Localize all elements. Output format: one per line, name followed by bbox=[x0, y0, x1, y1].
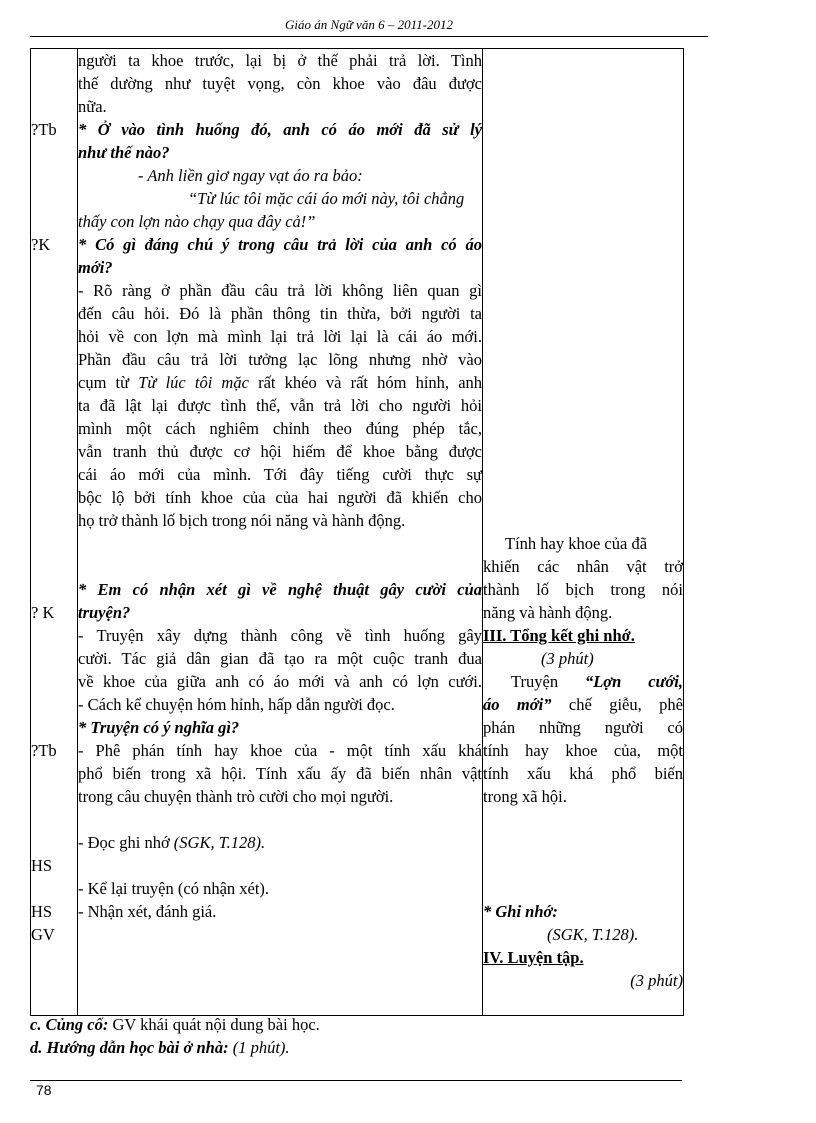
text-line: trong câu chuyện thành trò cười cho mọi người. bbox=[78, 787, 394, 806]
footer-rule bbox=[30, 1080, 682, 1081]
question-line: * Em có nhận xét gì về nghệ thuật gây cười của bbox=[78, 580, 482, 599]
summary-line: thành lố bịch trong nói bbox=[483, 580, 683, 599]
summary-line: trong xã hội. bbox=[483, 787, 567, 806]
footer-consolidation bbox=[30, 1013, 320, 1036]
consolidation-label: c. Củng cố: bbox=[30, 1015, 109, 1034]
summary-line: tính xấu khá phổ biến bbox=[483, 764, 683, 783]
story-title: “Lợn cưới, bbox=[584, 672, 683, 691]
text-line: hỏi về con lợn mà mình lại trả lời lại là cái áo mới. bbox=[78, 327, 482, 346]
text-line: - Kể lại truyện (có nhận xét). bbox=[78, 879, 270, 898]
summary-column bbox=[483, 49, 684, 1016]
quote-line: “Từ lúc tôi mặc cái áo mới này, tôi chẳng bbox=[188, 189, 465, 208]
page-header: Giáo án Ngữ văn 6 – 2011-2012 bbox=[285, 17, 453, 32]
section-heading: III. Tổng kết ghi nhớ. bbox=[483, 626, 635, 645]
lesson-table bbox=[30, 48, 684, 1016]
text-line: đến câu hỏi. Đó là phần thông tin thừa, bởi người ta bbox=[78, 304, 482, 323]
label-k-2: ? K bbox=[31, 603, 55, 622]
homework-duration: (1 phút). bbox=[232, 1038, 290, 1057]
memo-reference: (SGK, T.128). bbox=[547, 925, 639, 944]
footer-homework bbox=[30, 1036, 290, 1059]
summary-line: Tính hay khoe của đã bbox=[505, 534, 648, 553]
text-line: nữa. bbox=[78, 97, 107, 116]
text-line: - Nhận xét, đánh giá. bbox=[78, 902, 217, 921]
label-hs-1: HS bbox=[31, 856, 53, 875]
summary-line: năng và hành động. bbox=[483, 603, 613, 622]
text-line: cái áo mới của mình. Tới đây tiếng cười thực sự bbox=[78, 465, 482, 484]
summary-line bbox=[483, 670, 683, 693]
text-line: ta đã lật lại được tình thế, vẫn trả lời cho người hỏi bbox=[78, 396, 482, 415]
text-line: - Truyện xây dựng thành công về tình huống gây bbox=[78, 626, 482, 645]
text-line bbox=[78, 371, 482, 394]
text-line: vẫn tranh thủ được cơ hội hiếm để khoe bằng được bbox=[78, 442, 482, 461]
text-run: cụm từ bbox=[78, 373, 130, 392]
summary-line: phán những người có bbox=[483, 718, 683, 737]
text-line: cười. Tác giả dân gian đã tạo ra một cuộc tranh đua bbox=[78, 649, 482, 668]
text-line: - Cách kể chuyện hóm hỉnh, hấp dẫn người đọc. bbox=[78, 695, 395, 714]
label-gv: GV bbox=[31, 925, 55, 944]
content-column bbox=[78, 49, 483, 1016]
text-line: mình một cách nghiêm chỉnh theo đúng phép tắc, bbox=[78, 419, 482, 438]
text-run: - Đọc ghi nhớ bbox=[78, 833, 170, 852]
label-tb-2: ?Tb bbox=[31, 741, 57, 760]
text-line bbox=[78, 831, 482, 854]
text-line: phổ biến trong xã hội. Tính xấu ấy đã biến nhân vật bbox=[78, 764, 482, 783]
answer-line: - Anh liền giơ ngay vạt áo ra bảo: bbox=[138, 166, 363, 185]
consolidation-text: GV khái quát nội dung bài học. bbox=[112, 1015, 320, 1034]
question-line: * Có gì đáng chú ý trong câu trả lời của anh có áo bbox=[78, 235, 482, 254]
question-line: truyện? bbox=[78, 603, 131, 622]
text-line: người ta khoe trước, lại bị ở thế phải trả lời. Tình bbox=[78, 51, 482, 70]
label-k-1: ?K bbox=[31, 235, 51, 254]
question-line: như thế nào? bbox=[78, 143, 170, 162]
duration-note: (3 phút) bbox=[630, 971, 683, 990]
text-line: - Phê phán tính hay khoe của - một tính xấu khá bbox=[78, 741, 482, 760]
text-line: thế dường như tuyệt vọng, còn khoe vào đâu được bbox=[78, 74, 482, 93]
text-line: - Rõ ràng ở phần đầu câu trả lời không liên quan gì bbox=[78, 281, 482, 300]
homework-label: d. Hướng dẫn học bài ở nhà: bbox=[30, 1038, 229, 1057]
memo-label: * Ghi nhớ: bbox=[483, 902, 558, 921]
page-number: 78 bbox=[36, 1082, 52, 1098]
left-column bbox=[31, 49, 78, 1016]
text-line: về khoe của giữa anh có áo mới và anh có lợn cưới. bbox=[78, 672, 482, 691]
text-run: rất khéo và rất hóm hỉnh, anh bbox=[258, 373, 483, 392]
label-tb-1: ?Tb bbox=[31, 120, 57, 139]
section-heading: IV. Luyện tập. bbox=[483, 948, 584, 967]
question-line: * Truyện có ý nghĩa gì? bbox=[78, 718, 240, 737]
text-run: Truyện bbox=[511, 672, 559, 691]
text-line: họ trở thành lố bịch trong nói năng và hành động. bbox=[78, 511, 406, 530]
text-line: bộc lộ bởi tính khoe của của hai người đã khiến cho bbox=[78, 488, 482, 507]
summary-line bbox=[483, 693, 683, 716]
header-rule bbox=[30, 36, 708, 37]
question-line: * Ở vào tình huống đó, anh có áo mới đã sử lý bbox=[78, 120, 482, 139]
quote-line: thấy con lợn nào chạy qua đây cả!” bbox=[78, 212, 316, 231]
italic-phrase: Từ lúc tôi mặc bbox=[138, 373, 249, 392]
summary-line: tính hay khoe của, một bbox=[483, 741, 683, 760]
label-hs-2: HS bbox=[31, 902, 53, 921]
text-run: chế giễu, phê bbox=[568, 695, 683, 714]
story-title: áo mới” bbox=[483, 695, 552, 714]
text-line: Phần đầu câu trả lời tưởng lạc lõng nhưng nhờ vào bbox=[78, 350, 482, 369]
summary-line: khiến các nhân vật trở bbox=[483, 557, 683, 576]
duration-note: (3 phút) bbox=[541, 649, 594, 668]
italic-phrase: (SGK, T.128). bbox=[173, 833, 266, 852]
question-line: mới? bbox=[78, 258, 113, 277]
